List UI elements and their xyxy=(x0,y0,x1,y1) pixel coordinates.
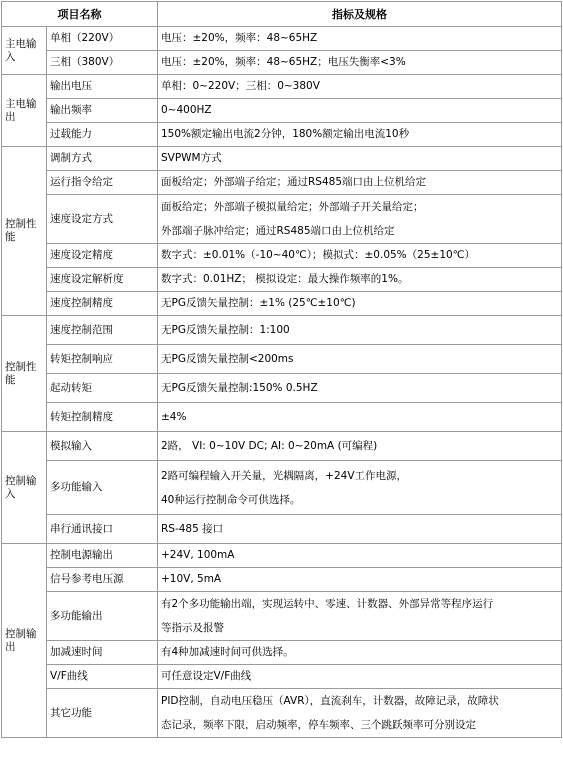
spec-line: 无PG反馈矢量控制<200ms xyxy=(161,352,294,365)
spec-row xyxy=(2,432,562,461)
item-name: 过载能力 xyxy=(47,123,158,147)
spec-value xyxy=(158,147,562,171)
spec-line: 面板给定；外部端子给定；通过RS485端口由上位机给定 xyxy=(161,176,427,188)
spec-row xyxy=(2,345,562,374)
item-name: 速度控制精度 xyxy=(47,292,158,316)
spec-table xyxy=(1,1,562,738)
category-label: 主电输入 xyxy=(2,27,47,75)
spec-line: 等指示及报警 xyxy=(161,622,224,634)
item-name: 起动转矩 xyxy=(47,374,158,403)
spec-row xyxy=(2,544,562,568)
spec-row xyxy=(2,123,562,147)
category-label: 控制输出 xyxy=(2,544,47,738)
spec-line: 态记录，频率下限，启动频率，停车频率、三个跳跃频率可分别设定 xyxy=(161,719,476,731)
spec-value xyxy=(158,689,562,738)
spec-line: 数字式：0.01HZ； 模拟设定：最大操作频率的1%。 xyxy=(161,273,409,285)
spec-line: 可任意设定V/F曲线 xyxy=(161,670,252,682)
spec-value xyxy=(158,568,562,592)
spec-row xyxy=(2,75,562,99)
spec-row xyxy=(2,461,562,515)
spec-value xyxy=(158,27,562,51)
spec-line: 电压：±20%，频率：48~65HZ；电压失衡率<3% xyxy=(161,56,406,68)
category-label: 控制性能 xyxy=(2,316,47,432)
spec-value xyxy=(158,75,562,99)
spec-row xyxy=(2,592,562,641)
spec-line: +24V, 100mA xyxy=(161,549,235,561)
category-label: 主电输出 xyxy=(2,75,47,147)
spec-value xyxy=(158,515,562,544)
item-name: 输出电压 xyxy=(47,75,158,99)
spec-row xyxy=(2,665,562,689)
header-spec: 指标及规格 xyxy=(158,2,562,27)
item-name: 调制方式 xyxy=(47,147,158,171)
item-name: 速度控制范围 xyxy=(47,316,158,345)
spec-line: 150%额定输出电流2分钟，180%额定输出电流10秒 xyxy=(161,128,410,140)
item-name: 速度设定解析度 xyxy=(47,268,158,292)
spec-row xyxy=(2,51,562,75)
category-label: 控制输入 xyxy=(2,432,47,544)
spec-row xyxy=(2,316,562,345)
item-name: 其它功能 xyxy=(47,689,158,738)
spec-value xyxy=(158,461,562,515)
spec-row xyxy=(2,641,562,665)
spec-value xyxy=(158,641,562,665)
spec-value xyxy=(158,268,562,292)
spec-row xyxy=(2,292,562,316)
header-item-name: 项目名称 xyxy=(2,2,158,27)
item-name: 三相（380V） xyxy=(47,51,158,75)
spec-line: 有4种加减速时间可供选择。 xyxy=(161,646,294,658)
spec-row xyxy=(2,171,562,195)
spec-line: ±4% xyxy=(161,410,187,423)
spec-line: 有2个多功能输出端，实现运转中、零速、计数器、外部异常等程序运行 xyxy=(161,598,494,610)
item-name: 多功能输出 xyxy=(47,592,158,641)
item-name: 运行指令给定 xyxy=(47,171,158,195)
spec-line: 2路， VI: 0~10V DC; AI: 0~20mA (可编程) xyxy=(161,439,378,452)
item-name: 转矩控制响应 xyxy=(47,345,158,374)
spec-row xyxy=(2,374,562,403)
spec-line: RS-485 接口 xyxy=(161,522,224,535)
item-name: 控制电源输出 xyxy=(47,544,158,568)
spec-row xyxy=(2,99,562,123)
spec-line: 数字式：±0.01%（-10~40℃）；模拟式：±0.05%（25±10℃） xyxy=(161,249,475,261)
item-name: 输出频率 xyxy=(47,99,158,123)
spec-line: 无PG反馈矢量控制:150% 0.5HZ xyxy=(161,381,318,394)
spec-value xyxy=(158,665,562,689)
spec-value xyxy=(158,345,562,374)
item-name: 多功能输入 xyxy=(47,461,158,515)
spec-value xyxy=(158,195,562,244)
spec-body xyxy=(2,27,562,738)
spec-value xyxy=(158,374,562,403)
spec-line: 0~400HZ xyxy=(161,104,212,116)
spec-value xyxy=(158,403,562,432)
spec-line: 2路可编程输入开关量，光耦隔离，+24V工作电源， xyxy=(161,469,408,482)
spec-value xyxy=(158,292,562,316)
spec-line: PID控制，自动电压稳压（AVR），直流刹车，计数器，故障记录，故障状 xyxy=(161,695,499,707)
spec-line: 面板给定；外部端子模拟量给定；外部端子开关量给定； xyxy=(161,201,424,213)
item-name: 单相（220V） xyxy=(47,27,158,51)
spec-value xyxy=(158,171,562,195)
spec-line: 无PG反馈矢量控制：1:100 xyxy=(161,323,290,336)
spec-value xyxy=(158,99,562,123)
spec-row xyxy=(2,403,562,432)
item-name: 模拟输入 xyxy=(47,432,158,461)
spec-row xyxy=(2,147,562,171)
spec-value xyxy=(158,51,562,75)
spec-value xyxy=(158,544,562,568)
spec-value xyxy=(158,316,562,345)
spec-line: SVPWM方式 xyxy=(161,152,222,164)
item-name: 速度设定方式 xyxy=(47,195,158,244)
spec-row xyxy=(2,244,562,268)
spec-row xyxy=(2,268,562,292)
category-label: 控制性能 xyxy=(2,147,47,316)
spec-value xyxy=(158,592,562,641)
spec-line: 电压：±20%，频率：48~65HZ xyxy=(161,32,318,44)
item-name: 信号参考电压源 xyxy=(47,568,158,592)
spec-line: 无PG反馈矢量控制：±1% (25℃±10℃) xyxy=(161,297,356,309)
header-row xyxy=(2,2,562,27)
spec-value xyxy=(158,244,562,268)
spec-value xyxy=(158,123,562,147)
spec-row xyxy=(2,195,562,244)
spec-value xyxy=(158,432,562,461)
spec-row xyxy=(2,515,562,544)
spec-row xyxy=(2,689,562,738)
item-name: 加减速时间 xyxy=(47,641,158,665)
spec-line: +10V, 5mA xyxy=(161,573,222,585)
spec-line: 外部端子脉冲给定；通过RS485端口由上位机给定 xyxy=(161,225,395,237)
spec-row xyxy=(2,27,562,51)
spec-line: 40种运行控制命令可供选择。 xyxy=(161,493,301,506)
item-name: 串行通讯接口 xyxy=(47,515,158,544)
item-name: V/F曲线 xyxy=(47,665,158,689)
item-name: 转矩控制精度 xyxy=(47,403,158,432)
item-name: 速度设定精度 xyxy=(47,244,158,268)
spec-line: 单相：0~220V；三相：0~380V xyxy=(161,80,320,92)
spec-row xyxy=(2,568,562,592)
